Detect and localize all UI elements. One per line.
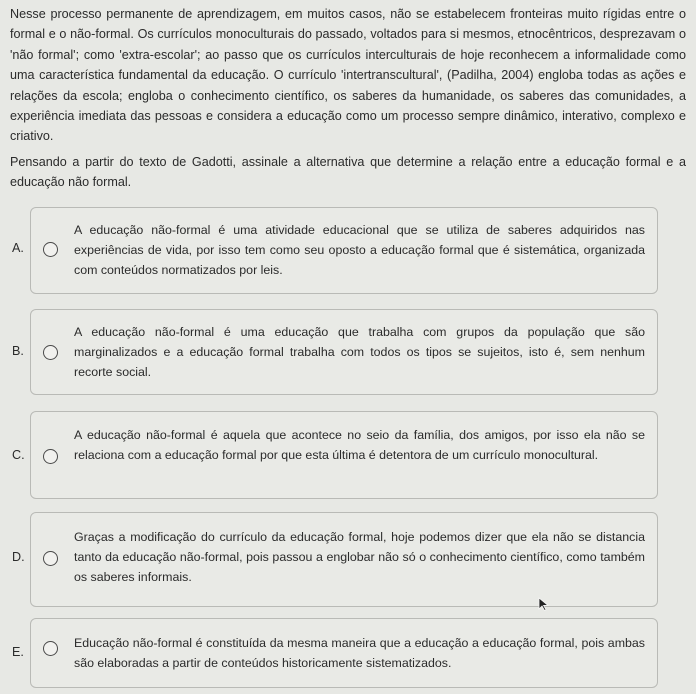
- radio-button-e[interactable]: [43, 641, 58, 656]
- option-letter: E.: [12, 645, 24, 659]
- option-text: A educação não-formal é aquela que acontece no seio da família, dos amigos, por isso ela não se relaciona com a educação formal por que esta última é detentora de um currículo monocultural.: [74, 428, 645, 462]
- option-letter: B.: [12, 344, 24, 358]
- option-b[interactable]: [12, 309, 658, 395]
- option-letter: C.: [12, 448, 25, 462]
- passage-text: Nesse processo permanente de aprendizagem, em muitos casos, não se estabelecem fronteiras muito rígidas entre o formal e o não-formal. Os currículos monoculturais do passado, voltados para si mesmos, etnocêntricos, desprezavam o 'não formal'; como 'extra-escolar'; ao passo que os currículos interculturais de hoje reconhecem a informalidade como uma característica fundamental da educação. O currículo 'intertranscultural', (Padilha, 2004) engloba todas as ações e relações da escola; engloba o conhecimento científico, os saberes da humanidade, os saberes das comunidades, a experiência imediata das pessoas e considera a educação como um processo sempre dinâmico, interativo, complexo e criativo.: [10, 7, 686, 144]
- radio-button-d[interactable]: [43, 551, 58, 566]
- option-text: A educação não-formal é uma educação que trabalha com grupos da população que são marginalizados e a educação formal trabalha com todos os tipos se sujeitos, isto é, sem nenhum recorte social.: [74, 325, 645, 379]
- radio-button-c[interactable]: [43, 449, 58, 464]
- question-prompt: Pensando a partir do texto de Gadotti, assinale a alternativa que determine a relação entre a educação formal e a educação não formal.: [10, 155, 686, 190]
- radio-button-a[interactable]: [43, 242, 58, 257]
- option-e[interactable]: [12, 618, 658, 688]
- option-text: Educação não-formal é constituída da mesma maneira que a educação a educação formal, pois ambas são elaboradas a partir de conteúdos historicamente sistematizados.: [74, 636, 645, 670]
- option-text: Graças a modificação do currículo da educação formal, hoje podemos dizer que ela não se distancia tanto da educação não-formal, pois passou a englobar não só o conhecimento científico, como também os saberes informais.: [74, 530, 645, 584]
- option-d[interactable]: [12, 512, 658, 607]
- option-text: A educação não-formal é uma atividade educacional que se utiliza de saberes adquiridos nas experiências de vida, por isso tem como seu oposto a educação formal que é sistemática, organizada com conteúdos normatizados por leis.: [74, 223, 645, 277]
- option-c[interactable]: [12, 411, 658, 499]
- option-letter: D.: [12, 550, 25, 564]
- mouse-pointer-icon: [538, 597, 550, 611]
- option-letter: A.: [12, 241, 24, 255]
- option-a[interactable]: [12, 207, 658, 294]
- radio-button-b[interactable]: [43, 345, 58, 360]
